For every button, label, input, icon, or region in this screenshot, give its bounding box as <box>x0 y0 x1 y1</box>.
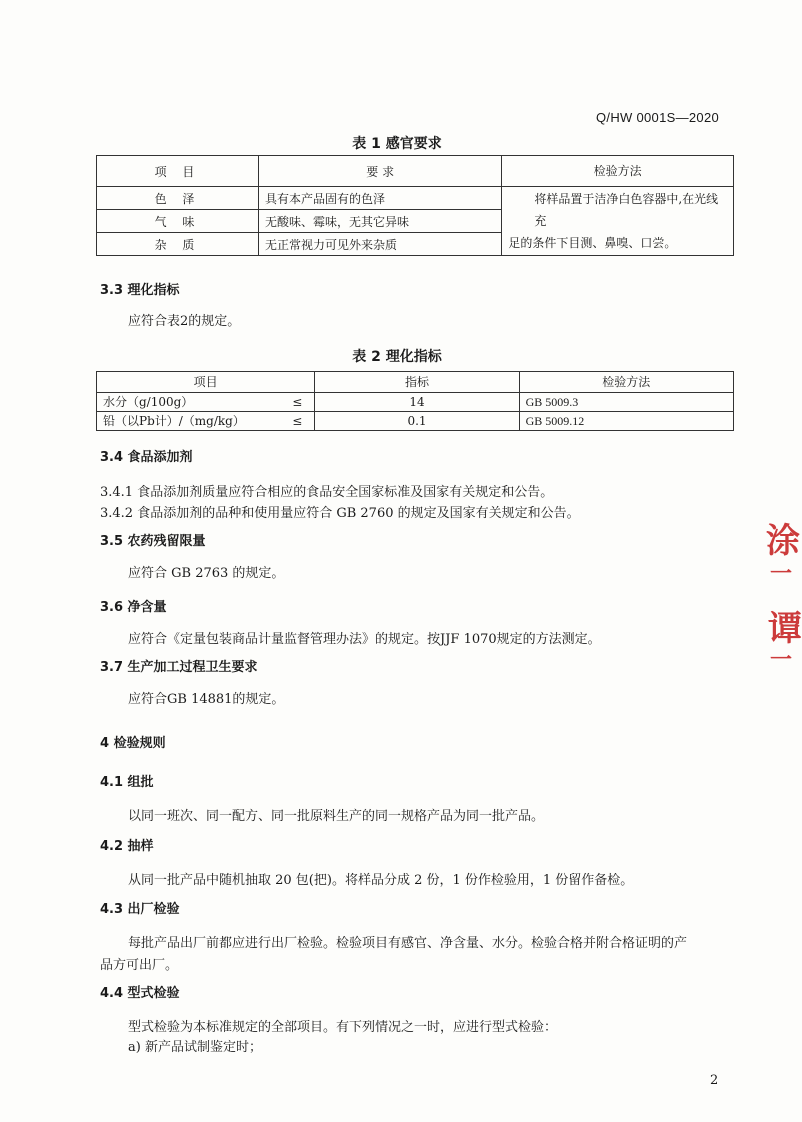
row-symbol: ≤ <box>280 412 315 431</box>
stamp-mark: 谭 <box>768 609 802 649</box>
section-4-3-heading: 4.3 出厂检验 <box>100 902 180 917</box>
page-number: 2 <box>710 1073 719 1088</box>
document-code: Q/HW 0001S—2020 <box>596 110 720 125</box>
physicochemical-table <box>96 371 734 431</box>
section-3-7-heading: 3.7 生产加工过程卫生要求 <box>100 660 258 675</box>
section-4-2-text: 从同一批产品中随机抽取 20 包(把)。将样品分成 2 份，1 份作检验用，1 份留作备检。 <box>128 873 634 888</box>
table1-caption: 表 1 感官要求 <box>352 136 442 152</box>
section-4-3-line-2: 品方可出厂。 <box>100 958 179 973</box>
row-method: GB 5009.12 <box>519 412 733 431</box>
row-value: 14 <box>315 393 519 412</box>
section-4-1-text: 以同一班次、同一配方、同一批原料生产的同一规格产品为同一批产品。 <box>128 809 545 824</box>
row-item: 气 味 <box>97 210 259 233</box>
seal-stamp <box>764 505 802 675</box>
row-requirement: 无正常视力可见外来杂质 <box>258 233 501 256</box>
section-4-1-heading: 4.1 组批 <box>100 775 154 790</box>
method-line-1: 将样品置于洁净白色容器中,在光线充 <box>534 192 719 228</box>
table-header-row <box>97 372 734 393</box>
sensory-requirements-table <box>96 155 734 256</box>
row-symbol: ≤ <box>280 393 315 412</box>
section-3-6-heading: 3.6 净含量 <box>100 600 167 615</box>
section-3-7-text: 应符合GB 14881的规定。 <box>128 692 285 707</box>
section-3-3-heading: 3.3 理化指标 <box>100 283 180 298</box>
section-3-4-2-text: 3.4.2 食品添加剂的品种和使用量应符合 GB 2760 的规定及国家有关规定和公告。 <box>100 506 580 521</box>
header-method: 检验方法 <box>519 372 733 393</box>
row-requirement: 具有本产品固有的色泽 <box>258 187 501 210</box>
stamp-mark: 一 <box>770 561 793 587</box>
section-4-4-item-a: a) 新产品试制鉴定时； <box>128 1040 262 1055</box>
section-4-heading: 4 检验规则 <box>100 736 166 751</box>
stamp-mark: 涂 <box>766 521 800 561</box>
section-3-4-1-text: 3.4.1 食品添加剂质量应符合相应的食品安全国家标准及国家有关规定和公告。 <box>100 485 554 500</box>
section-4-2-heading: 4.2 抽样 <box>100 839 154 854</box>
row-item: 铅（以Pb计）/（mg/kg） <box>97 412 281 431</box>
section-3-5-heading: 3.5 农药残留限量 <box>100 534 206 549</box>
section-3-3-text: 应符合表2的规定。 <box>128 314 241 329</box>
row-value: 0.1 <box>315 412 519 431</box>
table2-caption: 表 2 理化指标 <box>352 349 442 365</box>
section-3-6-text: 应符合《定量包装商品计量监督管理办法》的规定。按JJF 1070规定的方法测定。 <box>128 632 601 647</box>
row-method: GB 5009.3 <box>519 393 733 412</box>
method-line-2: 足的条件下目测、鼻嗅、口尝。 <box>508 236 677 250</box>
row-item: 杂 质 <box>97 233 259 256</box>
table-header-row <box>97 156 734 187</box>
method-cell <box>502 187 734 256</box>
section-3-4-heading: 3.4 食品添加剂 <box>100 450 193 465</box>
stamp-mark: 一 <box>770 647 793 673</box>
header-requirement: 要 求 <box>258 156 501 187</box>
row-item: 水分（g/100g） <box>97 393 281 412</box>
table-row <box>97 412 734 431</box>
table-row <box>97 187 734 210</box>
table-row <box>97 393 734 412</box>
row-item: 色 泽 <box>97 187 259 210</box>
section-3-5-text: 应符合 GB 2763 的规定。 <box>128 566 285 581</box>
header-method: 检验方法 <box>502 156 734 187</box>
section-4-3-line-1: 每批产品出厂前都应进行出厂检验。检验项目有感官、净含量、水分。检验合格并附合格证明的产 <box>128 936 688 951</box>
header-index: 指标 <box>315 372 519 393</box>
header-item: 项 目 <box>97 156 259 187</box>
header-item: 项目 <box>97 372 315 393</box>
section-4-4-heading: 4.4 型式检验 <box>100 986 180 1001</box>
row-requirement: 无酸味、霉味，无其它异味 <box>258 210 501 233</box>
section-4-4-text: 型式检验为本标准规定的全部项目。有下列情况之一时，应进行型式检验： <box>128 1020 558 1035</box>
